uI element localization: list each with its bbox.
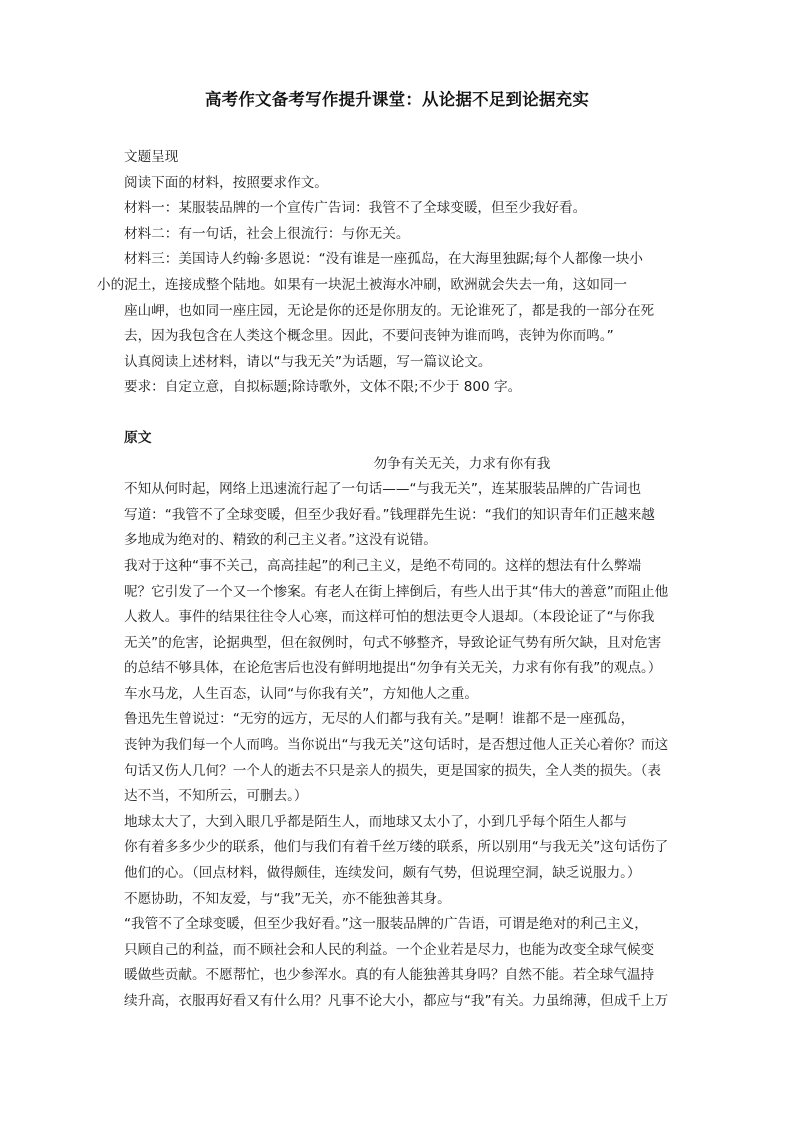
paragraph-line: 只顾自己的利益，而不顾社会和人民的利益。一个企业若是尽力，也能为改变全球气候变	[124, 941, 655, 958]
paragraph-line: 续升高，衣服再好看又有什么用？凡事不论大小，都应与“我”有关。力虽绵薄，但成千上万	[124, 993, 669, 1009]
essay-paragraph	[124, 810, 690, 887]
paragraph-line: 呢？它引发了一个又一个惨案。有老人在街上摔倒后，有些人出于其“伟大的善意”而阻止他	[124, 583, 669, 600]
paragraph-line: 多地成为绝对的、精致的利己主义者。”这没有说错。	[124, 532, 437, 549]
prompt-heading: 文题呈现	[124, 149, 179, 165]
paragraph-first-line: 不知从何时起，网络上迅速流行起了一句话——“与我无关”，连某服装品牌的广告词也	[124, 481, 642, 498]
paragraph-line: 达不当，不知所云，可删去。）	[124, 788, 308, 805]
section-spacer	[124, 401, 690, 426]
paragraph-line: 的总结不够具体，在论危害后也没有鲜明地提出“勿争有关无关，力求有你有我”的观点。）	[124, 660, 662, 677]
essay-paragraph	[124, 887, 690, 913]
paragraph-line: 人救人。事件的结果往往令人心寒，而这样可怕的想法更令人退却。（本段论证了“与你我	[124, 609, 655, 626]
paragraph-line: 你有着多多少少的联系，他们与我们有着千丝万缕的联系，所以别用“与我无关”这句话伤了	[124, 839, 669, 856]
material-three-line: 小的泥土，连接成整个陆地。如果有一块泥土被海水冲刷，欧洲就会失去一角，这如同一	[97, 276, 628, 293]
paragraph-line: 句话又伤人几何？一个人的逝去不只是亲人的损失，更是国家的损失，全人类的损失。（表	[124, 762, 661, 779]
paragraph-first-line: 车水马龙，人生百态，认同“与你我有关”，方知他人之重。	[124, 685, 478, 702]
original-heading: 原文	[124, 429, 152, 446]
paragraph-line: 写道：“我管不了全球变暖，但至少我好看。”钱理群先生说：“我们的知识青年们正越来越	[124, 506, 655, 523]
prompt-line: 材料一：某服装品牌的一个宣传广告词：我管不了全球变暖，但至少我好看。	[124, 200, 587, 217]
paragraph-first-line: “我管不了全球变暖，但至少我好看。”这一服装品牌的广告语，可谓是绝对的利己主义，	[124, 916, 648, 933]
instruction-line: 认真阅读上述材料，请以“与我无关”为话题，写一篇议论文。	[124, 353, 492, 370]
paragraph-line: 他们的心。（回点材料，做得颇佳，连续发问，颇有气势，但说理空洞，缺乏说服力。）	[124, 865, 641, 882]
essay-paragraph	[124, 682, 690, 708]
essay-paragraph	[124, 554, 690, 682]
paragraph-line: 无关”的危害，论据典型，但在叙例时，句式不够整齐，导致论证气势有所欠缺，且对危害	[124, 634, 662, 651]
document-body	[97, 145, 690, 1015]
material-three-first-line: 材料三：美国诗人约翰·多恩说：“没有谁是一座孤岛，在大海里独踞;每个人都像一块小	[124, 251, 643, 268]
prompt-line: 阅读下面的材料，按照要求作文。	[124, 174, 328, 191]
paragraph-first-line: 不愿协助，不知友爱，与“我”无关，亦不能独善其身。	[124, 890, 451, 907]
essay-title: 勿争有关无关，力求有你有我	[373, 455, 551, 472]
paragraph-first-line: 鲁迅先生曾说过：“无穷的远方，无尽的人们都与我有关。”是啊！谁都不是一座孤岛，	[124, 711, 635, 728]
document-title: 高考作文备考写作提升课堂：从论据不足到论据充实	[204, 90, 590, 109]
prompt-line: 材料二：有一句话，社会上很流行：与你无关。	[124, 225, 410, 242]
material-three-line: 座山岬，也如同一座庄园，无论是你的还是你朋友的。无论谁死了，都是我的一部分在死	[124, 302, 655, 319]
paragraph-line: 暖做些贡献。不愿帮忙，也少参浑水。真的有人能独善其身吗？自然不能。若全球气温持	[124, 967, 655, 984]
essay-paragraph	[124, 912, 690, 1014]
paragraph-first-line: 我对于这种“事不关己，高高挂起”的利己主义，是绝不苟同的。这样的想法有什么弊端	[124, 557, 642, 574]
paragraph-first-line: 地球太大了，大到入眼几乎都是陌生人，而地球又太小了，小到几乎每个陌生人都与	[124, 813, 627, 830]
material-three	[97, 247, 690, 349]
material-three-line: 去，因为我包含在人类这个概念里。因此，不要问丧钟为谁而鸣，丧钟为你而鸣。”	[124, 328, 614, 345]
paragraph-line: 丧钟为我们每一个人而鸣。当你说出“与我无关”这句话时，是否想过他人正关心着你？而这	[124, 737, 669, 754]
essay-paragraph	[124, 477, 690, 554]
essay-paragraph	[124, 707, 690, 809]
requirement-line: 要求：自定立意，自拟标题;除诗歌外，文体不限;不少于 800 字。	[124, 379, 522, 396]
